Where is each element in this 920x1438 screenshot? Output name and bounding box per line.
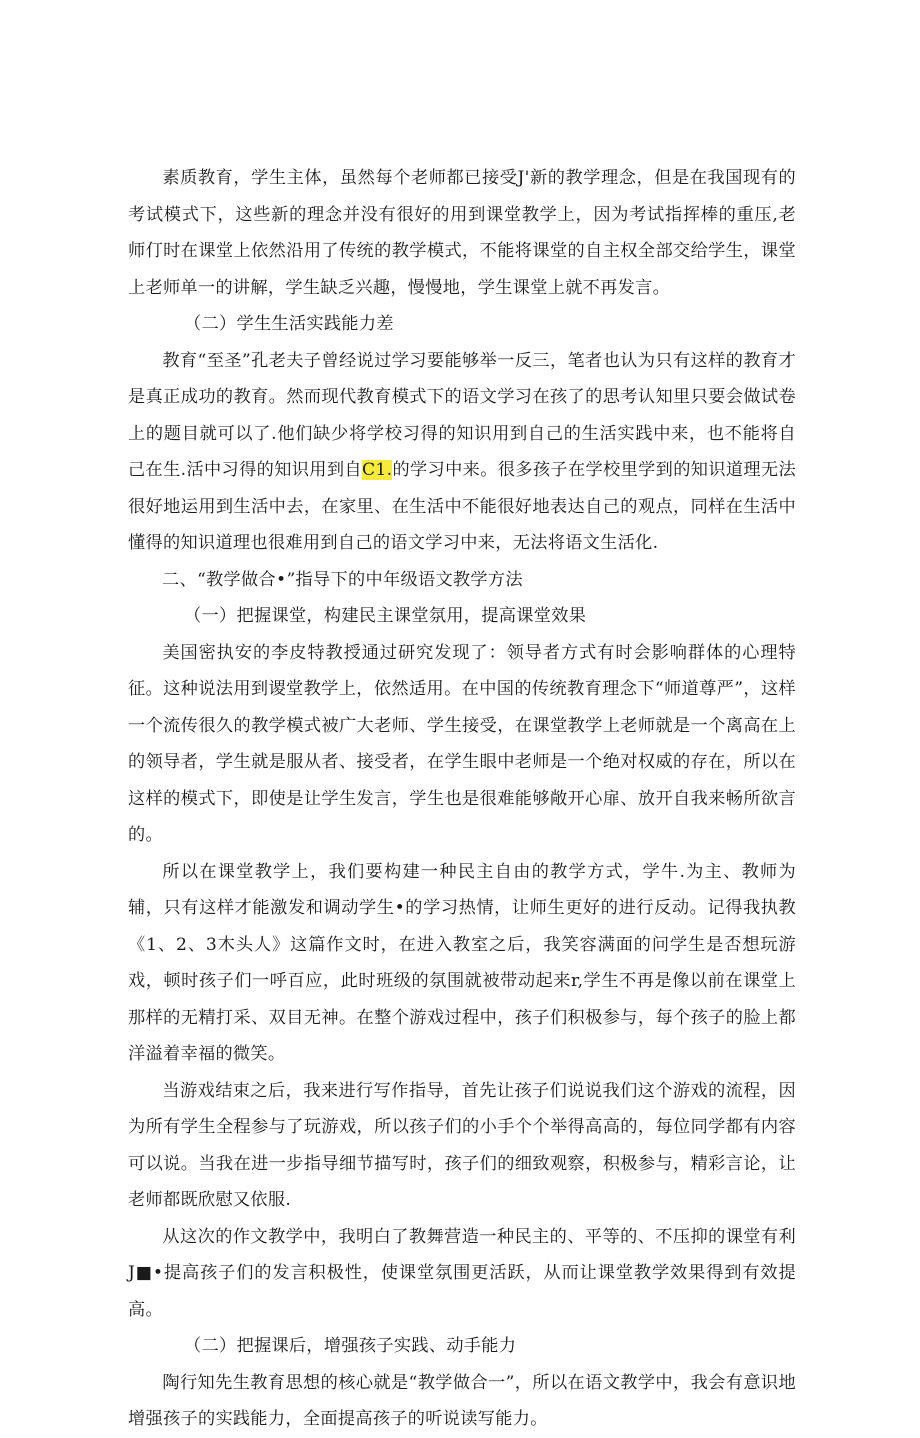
paragraph-confucius-text-b: 的学习中来。很多孩子在学校里学到的知识道理无法很好地运用到生活中去，在家里、在生活中不能很好地表达自己的观点，同样在生活中懂得的知识道理也很难用到自己的语文学习中来，无法将语文生活化. (128, 460, 796, 553)
highlighted-text: C1. (361, 460, 393, 480)
subheading-classroom: （一）把握课堂，构建民主课堂氛用，提高课堂效果 (184, 606, 587, 626)
paragraph-lippitt-study: 美国密执安的李皮特教授通过研究发现了：领导者方式有时会影响群体的心理特征。这种说法用到谡堂教学上，依然适用。在中国的传统教育理念下“师道尊严”，这样一个流传很久的教学模式被广大老师、学生接受，在课堂教学上老师就是一个离高在上的领导者，学生就是服从者、接受者，在学生眼中老师是一个绝对权威的存在，所以在这样的模式下，即使是让学生发言，学生也是很难能够敞开心扉、放开自我来畅所欲言的。 (128, 642, 796, 845)
paragraph-confucius-text-a: 教育“至圣”孔老夫子曾经说过学习要能够举一反三，笔者也认为只有这样的教育才是真正成功的教育。然而现代教育模式下的语文学习在孩了的思考认知里只要会做试卷上的题目就可以了.他们缺少将学校习得的知识用到自己的生活实践中来，也不能将自己在生.活中习得的知识用到自 (128, 350, 796, 480)
subheading-life-practice: （二）学生生活实践能力差 (184, 314, 394, 334)
paragraph-lesson-learned: 从这次的作文教学中，我明白了教舞营造一种民主的、平等的、不压抑的课堂有利J■•提高孩子们的发言积极性，使课堂氛围更活跃，从而让课堂教学效果得到有效提高。 (128, 1226, 796, 1320)
paragraph-quality-education: 素质教育，学生主体，虽然每个老师都已接受J'新的教学理念，但是在我国现有的考试模式下，这些新的理念并没有很好的用到课堂教学上，因为考试指挥棒的重压,老师仃时在课堂上依然沿用了传统的教学模式，不能将课堂的自主权全部交给学生，课堂上老师单一的讲解，学生缺乏兴趣，慢慢地，学生课堂上就不再发言。 (128, 168, 796, 298)
section-heading-methods: 二、“教学做合•”指导下的中年级语文教学方法 (162, 569, 523, 590)
subheading-after-class: （二）把握课后，增强孩子实践、动手能力 (184, 1336, 517, 1356)
paragraph-writing-guidance: 当游戏结束之后，我来进行写作指导，首先让孩子们说说我们这个游戏的流程，因为所有学生全程参与了玩游戏，所以孩子们的小手个个举得高高的，每位同学都有内容可以说。当我在进一步指导细节描写时，孩子们的细致观察，积极参与，精彩言论，让老师都既欣慰又依服. (128, 1080, 796, 1210)
paragraph-tao-xingzhi: 陶行知先生教育思想的核心就是“教学做合一”，所以在语文教学中，我会有意识地增强孩子的实践能力，全面提高孩子的听说读写能力。 (128, 1372, 796, 1429)
paragraph-confucius (128, 343, 796, 562)
paragraph-democratic-teaching: 所以在课堂教学上，我们要构建一种民主自由的教学方式，学牛.为主、教师为辅，只有这样才能激发和调动学生•的学习热情，让师生更好的进行反动。记得我执教《1、2、3木头人》这篇作文时，在进入教室之后，我笑容满面的问学生是否想玩游戏，顿时孩子们一呼百应，此时班级的氛围就被带动起来r,学生不再是像以前在课堂上那样的无精打采、双目无神。在整个游戏过程中，孩子们积极参与，每个孩子的脸上都洋溢着幸福的微笑。 (128, 861, 796, 1064)
document-body (128, 160, 796, 1438)
